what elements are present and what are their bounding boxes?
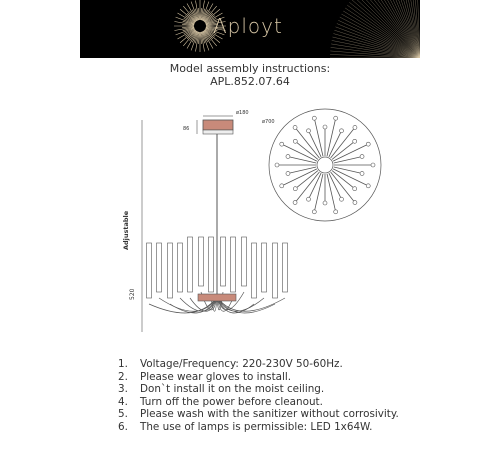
adjustable-label: Adjustable (122, 210, 130, 250)
document-title: Model assembly instructions: (169, 62, 331, 75)
body-height-label: 520 (129, 288, 136, 300)
center-hub (198, 294, 236, 301)
chandelier-drawing (0, 100, 500, 350)
brand-name: Aployt (213, 14, 283, 38)
instruction-item: 6. The use of lamps is permissible: LED 1x64W. (118, 420, 373, 433)
canopy-diameter-label: ø180 (236, 110, 249, 116)
diameter-label: ø700 (262, 119, 275, 125)
instruction-item: 3. Don`t install it on the moist ceiling. (118, 383, 325, 396)
brand-banner (80, 0, 420, 58)
instruction-item: 5. Please wash with the sanitizer without corrosivity. (118, 408, 399, 421)
model-number: APL.852.07.64 (210, 75, 290, 88)
instruction-item: 4. Turn off the power before cleanout. (118, 395, 323, 408)
canopy-height-label: 86 (183, 126, 190, 132)
document-title-block (0, 62, 500, 88)
instruction-list (118, 358, 399, 434)
canopy (203, 120, 233, 134)
instruction-item: 2. Please wear gloves to install. (118, 370, 292, 383)
instruction-item: 1. Voltage/Frequency: 220-230V 50-60Hz. (118, 358, 343, 370)
top-view (269, 109, 381, 221)
